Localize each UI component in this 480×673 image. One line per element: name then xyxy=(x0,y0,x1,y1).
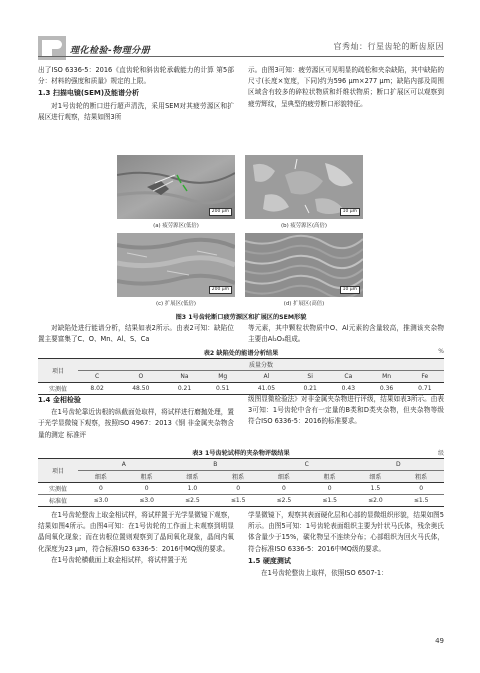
table-cell: ≤3.0 xyxy=(124,495,170,507)
running-title: 官秀灿：行星齿轮的断齿原因 xyxy=(333,42,444,51)
table-header-cell: C xyxy=(261,459,353,471)
table-cell: ≤1.5 xyxy=(215,495,261,507)
table-header-cell: C xyxy=(78,371,116,383)
paragraph: 级图显微检验法》对非金属夹杂物进行评级，结果如表3所示。由表3可知：1号齿轮中含有一定量的B类和D类夹杂物，但夹杂物等级符合ISO 6336-5：2016的标准要求。 xyxy=(248,395,444,426)
paragraph: 在1号齿轮横截面上取金相试样，将试样置于光 xyxy=(51,555,188,564)
table-header-cell: Si xyxy=(291,371,329,383)
table-cell: 0.36 xyxy=(367,383,405,395)
table-header-cell: 粗系 xyxy=(124,471,170,483)
panel-caption-d: (d) 扩展区(高倍) xyxy=(283,301,325,307)
paragraph: 出了ISO 6336-5：2016《直齿轮和斜齿轮承载能力的计算 第5部分：材料的强度和质量》规定的上限。 xyxy=(38,66,234,86)
sem-image-a xyxy=(117,155,235,219)
panel-caption-c: (c) 扩展区(低倍) xyxy=(155,301,197,307)
table-cell: ≤2.5 xyxy=(261,495,307,507)
sem-image-c xyxy=(117,233,235,297)
table-3 xyxy=(38,458,444,507)
paragraph: 等元素，其中颗粒状物质中O、Al元素的含量较高，推测该夹杂物主要由Al₂O₃组成。 xyxy=(248,324,444,344)
table-cell: 8.02 xyxy=(78,383,116,395)
scale-bar: 10 μm xyxy=(340,208,360,216)
right-column-lower xyxy=(248,394,444,428)
table-header-cell: 项目 xyxy=(38,459,78,483)
table-row xyxy=(38,471,444,483)
table-header-cell: A xyxy=(78,459,170,471)
table-cell: 41.05 xyxy=(242,383,291,395)
table-header-cell: Ca xyxy=(329,371,367,383)
section-heading-1-3: 1.3 扫描电镜(SEM)及能谱分析 xyxy=(38,89,140,98)
table-row xyxy=(38,495,444,507)
right-column-top xyxy=(248,65,444,110)
table-3-title xyxy=(38,448,444,457)
table-cell: 0 xyxy=(215,483,261,495)
paragraph: 对1号齿轮的断口进行超声清洗，采用SEM对其疲劳源区和扩展区进行观察，结果如图3所 xyxy=(38,101,234,121)
table-row-label: 实测值 xyxy=(38,383,78,395)
table-header-cell: 粗系 xyxy=(215,471,261,483)
table-2-title xyxy=(38,348,444,357)
table-cell: 1.5 xyxy=(353,483,399,495)
section-heading-1-5: 1.5 硬度测试 xyxy=(248,556,291,565)
paragraph: 在1号齿轮整齿上取样，依照ISO 6507-1： xyxy=(261,569,388,578)
table-header-cell: O xyxy=(116,371,165,383)
table-header-cell: B xyxy=(170,459,262,471)
figure-caption: 图3 1号齿轮断口疲劳源区和扩展区的SEM形貌 xyxy=(175,314,307,321)
table-header-cell: 质量分数 xyxy=(78,359,444,371)
table-header-cell: Al xyxy=(242,371,291,383)
table-header-cell: 细系 xyxy=(353,471,399,483)
table-cell: 1.0 xyxy=(170,483,216,495)
table-header-cell: Mg xyxy=(204,371,242,383)
table-3-title-text: 表3 1号齿轮试样的夹杂物评级结果 xyxy=(192,450,290,457)
right-column-bottom xyxy=(248,510,444,579)
table-row xyxy=(38,371,444,383)
table-header-cell: 细系 xyxy=(78,471,124,483)
paragraph: 在1号齿轮靠近齿根的纵截面处取样，将试样进行磨抛处理，置于光学显微镜下观察，按照ISO 4967：2013《钢 非金属夹杂物含量的测定 标准评 xyxy=(38,408,234,439)
table-cell: ≤1.5 xyxy=(398,495,444,507)
table-header-cell: D xyxy=(353,459,445,471)
section-heading-1-4: 1.4 金相检验 xyxy=(38,396,81,404)
left-column-bottom xyxy=(38,510,234,566)
paragraph: 对缺陷处进行能谱分析，结果如表2所示。由表2可知：缺陷位置主要富集了C、O、Mn、Al、S、Ca xyxy=(38,324,234,344)
right-column-mid xyxy=(248,323,444,345)
table-row xyxy=(38,459,444,471)
table-header-cell: 细系 xyxy=(170,471,216,483)
left-column-mid xyxy=(38,323,234,345)
paragraph: 示。由图3可知：疲劳源区可见明显的疏松和夹杂缺陷，其中缺陷的尺寸(长度×宽度，下同)约为596 μm×277 μm；缺陷内部及周围区域含有较多的碎粒状物质和纤维状物质；断口扩展区可以观察到疲劳辉纹，呈典型的疲劳断口形貌特征。 xyxy=(248,66,444,108)
table-cell: 0 xyxy=(124,483,170,495)
scale-bar: 200 μm xyxy=(209,286,232,294)
table-cell: 0.51 xyxy=(204,383,242,395)
table-cell: 0 xyxy=(78,483,124,495)
table-cell: 0 xyxy=(261,483,307,495)
table-cell: ≤2.5 xyxy=(170,495,216,507)
table-header-cell: 项目 xyxy=(38,359,78,383)
table-cell: ≤2.0 xyxy=(353,495,399,507)
left-column-top xyxy=(38,65,234,123)
journal-logo-text: 理化检验-物理分册 xyxy=(70,46,151,56)
table-cell: 0 xyxy=(307,483,353,495)
table-row-label: 实测值 xyxy=(38,483,78,495)
scale-bar: 200 μm xyxy=(209,208,232,216)
panel-caption-b: (b) 疲劳源区(高倍) xyxy=(281,223,327,229)
table-cell: ≤3.0 xyxy=(78,495,124,507)
table-header-cell: 细系 xyxy=(261,471,307,483)
table-cell: 0 xyxy=(398,483,444,495)
page-number: 49 xyxy=(435,637,444,645)
paragraph: 在1号齿轮整齿上取金相试样，将试样置于光学显微镜下观察，结果如图4所示。由图4可知：在1号齿轮的工作面上未观察到明显晶间氧化现象；而在齿根位置则观察到了晶间氧化现象，晶间内氧化深度为23 μm，符合标准ISO 6336-5：2016中MQ级的要求。 xyxy=(38,511,234,553)
table-header-cell: 粗系 xyxy=(398,471,444,483)
table-row xyxy=(38,483,444,495)
scale-bar: 10 μm xyxy=(340,286,360,294)
table-2 xyxy=(38,358,444,395)
table-cell: 0.21 xyxy=(291,383,329,395)
table-3-unit: 级 xyxy=(437,450,444,457)
table-cell: 48.50 xyxy=(116,383,165,395)
table-2-title-text: 表2 缺陷处的能谱分析结果 xyxy=(203,350,279,357)
left-column-lower xyxy=(38,394,234,441)
table-row xyxy=(38,383,444,395)
header-rule xyxy=(38,56,444,57)
table-header-cell: Fe xyxy=(406,371,444,383)
paragraph: 学显微镜下，观察其表面硬化层和心部的显微组织形貌，结果如图5所示。由图5可知：1号齿轮表面组织主要为针状马氏体，残余奥氏体含量少于15%，碳化物呈不连续分布；心部组织为回火马氏体，符合标准ISO 6336-5：2016中MQ级的要求。 xyxy=(248,511,444,553)
table-cell: 0.43 xyxy=(329,383,367,395)
panel-caption-a: (a) 疲劳源区(低倍) xyxy=(153,223,199,229)
table-cell: 0.21 xyxy=(165,383,203,395)
sem-image-b xyxy=(245,155,363,219)
table-row-label: 标准值 xyxy=(38,495,78,507)
table-header-cell: Na xyxy=(165,371,203,383)
figure-3 xyxy=(117,155,363,315)
table-cell: 0.71 xyxy=(406,383,444,395)
table-header-cell: 粗系 xyxy=(307,471,353,483)
sem-image-d xyxy=(245,233,363,297)
table-2-unit: % xyxy=(438,348,444,355)
table-header-cell: Mn xyxy=(367,371,405,383)
table-cell: ≤1.5 xyxy=(307,495,353,507)
